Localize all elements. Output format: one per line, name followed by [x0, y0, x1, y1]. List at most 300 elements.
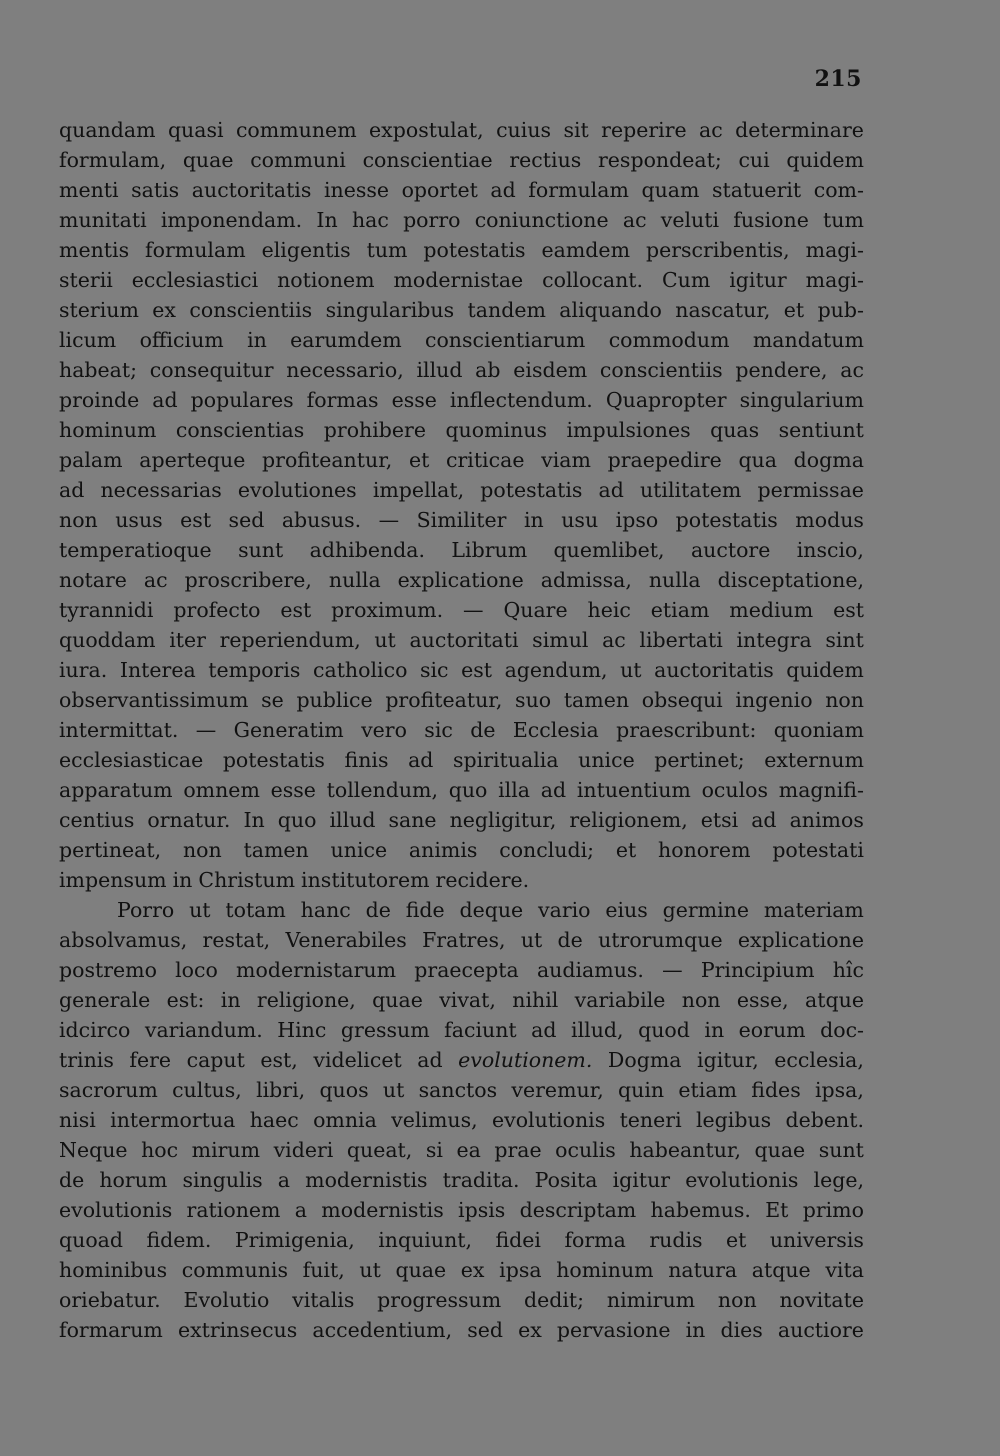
word: palam: [59, 448, 123, 472]
text-line: [59, 625, 864, 655]
word: inflectendum.: [449, 388, 593, 412]
word: pub-: [817, 298, 864, 322]
word: coniunctione: [474, 208, 609, 232]
word: cui: [738, 148, 770, 172]
word: accedentium,: [312, 1318, 453, 1342]
word: est: [180, 508, 212, 532]
word: illa: [498, 778, 531, 802]
word: eorum: [738, 1018, 806, 1042]
text-line: [59, 1015, 864, 1045]
text-line: [59, 145, 864, 175]
word: hîc: [832, 958, 864, 982]
text-line: [59, 445, 864, 475]
word: sunt: [238, 538, 284, 562]
word: deque: [459, 898, 524, 922]
word: sed: [228, 508, 265, 532]
word: sed: [467, 1318, 503, 1342]
word: tum: [366, 238, 408, 262]
word: auctoritatis: [191, 178, 312, 202]
text-line: [59, 1285, 864, 1315]
word: explicatione: [737, 928, 864, 952]
word: ut: [374, 628, 396, 652]
word: potestatis: [480, 478, 583, 502]
text-line: [59, 205, 864, 235]
word: singulis: [182, 1168, 263, 1192]
text-line: [59, 1195, 864, 1225]
word: Et: [765, 1198, 789, 1222]
word: dies: [720, 1318, 763, 1342]
text-line: [59, 235, 864, 265]
word: ac: [143, 568, 168, 592]
word: caput: [186, 1048, 245, 1072]
word: non: [182, 838, 222, 862]
word: fide: [405, 898, 445, 922]
word: spiritualia: [453, 748, 559, 772]
text-line: [59, 715, 864, 745]
word: sanctos: [418, 1078, 498, 1102]
word: igitur: [729, 268, 787, 292]
text-line: [59, 175, 864, 205]
word: de: [470, 718, 496, 742]
word: Posita: [534, 1168, 598, 1192]
word: temperatioque: [59, 538, 212, 562]
word: conscientias: [175, 418, 305, 442]
word: aliquando: [559, 298, 662, 322]
word: utrorumque: [598, 928, 723, 952]
word: inquiunt,: [378, 1228, 473, 1252]
word: auctoritati: [409, 628, 519, 652]
word: nulla: [328, 568, 381, 592]
word: a: [277, 1168, 291, 1192]
word: respondeat;: [598, 148, 722, 172]
word: est: [833, 598, 864, 622]
word: quae: [754, 1138, 806, 1162]
word: intermittat.: [59, 718, 179, 742]
word: evolutionis: [59, 1198, 173, 1222]
word: ad: [59, 478, 85, 502]
word: absolvamus,: [59, 928, 188, 952]
word: ac: [622, 208, 647, 232]
text-line: [59, 505, 864, 535]
word: est: [461, 658, 492, 682]
text-line: [59, 865, 864, 895]
word: quoniam: [773, 718, 864, 742]
word: impensum: [59, 868, 167, 892]
word: modernistarum: [236, 958, 397, 982]
word: evolutiones: [237, 478, 357, 502]
word: iura.: [59, 658, 108, 682]
word: esse: [391, 388, 437, 412]
word: externum: [764, 748, 864, 772]
word: vero: [361, 718, 407, 742]
word: dedit;: [523, 1288, 585, 1312]
text-line: [59, 325, 864, 355]
word: est,: [260, 1048, 298, 1072]
word: reperire: [601, 118, 687, 142]
word: nisi: [59, 1108, 96, 1132]
word: ecclesiastici: [131, 268, 259, 292]
word: sunt: [818, 1138, 864, 1162]
word: veluti: [660, 208, 720, 232]
word: restat,: [202, 928, 271, 952]
word: catholico: [312, 658, 408, 682]
text-line: [59, 895, 864, 925]
word: libertati: [639, 628, 723, 652]
word: doc-: [820, 1018, 864, 1042]
word: hominum: [59, 418, 157, 442]
word: munitati: [59, 208, 147, 232]
word: —: [662, 958, 683, 982]
word: rectius: [509, 148, 582, 172]
text-line: [59, 115, 864, 145]
word: auctore: [690, 538, 771, 562]
word: ipsa,: [814, 1078, 864, 1102]
word: religionem,: [569, 808, 688, 832]
word: quemlibet,: [553, 538, 665, 562]
word: ad: [417, 1048, 443, 1072]
word: usu: [561, 508, 599, 532]
word: ad: [598, 478, 624, 502]
word: gressum: [340, 1018, 430, 1042]
word: pertinet;: [654, 748, 745, 772]
word: est:: [166, 988, 205, 1012]
word: variabile: [574, 988, 666, 1012]
word: hanc: [300, 898, 351, 922]
word: impulsiones: [566, 418, 691, 442]
word: rationem: [186, 1198, 281, 1222]
word: etiam: [678, 1078, 737, 1102]
word: inscio,: [796, 538, 864, 562]
text-line: [59, 1315, 864, 1345]
word: Ecclesia: [512, 718, 599, 742]
word: velimus,: [391, 1108, 478, 1132]
word: ut: [620, 658, 642, 682]
word: negligitur,: [449, 808, 557, 832]
word: de: [365, 898, 391, 922]
word: videlicet: [313, 1048, 402, 1072]
word: permissae: [757, 478, 864, 502]
word: in: [685, 1318, 706, 1342]
text-line: [59, 595, 864, 625]
word: Neque: [59, 1138, 128, 1162]
word: fides: [751, 1078, 801, 1102]
word: de: [557, 928, 583, 952]
word: pervasione: [556, 1318, 671, 1342]
word: quam: [641, 178, 700, 202]
word: imponendam.: [160, 208, 303, 232]
word: etsi: [700, 808, 739, 832]
text-line: [59, 475, 864, 505]
text-line: [59, 835, 864, 865]
word: formarum: [59, 1318, 163, 1342]
word: formulam: [528, 178, 629, 202]
word: Venerabiles: [285, 928, 407, 952]
word: concludi;: [499, 838, 595, 862]
text-line: [59, 925, 864, 955]
text-line: [59, 985, 864, 1015]
word: proinde: [59, 388, 140, 412]
word: unice: [330, 838, 388, 862]
word: sint: [825, 628, 864, 652]
word: in: [523, 508, 544, 532]
word: in: [704, 1018, 725, 1042]
word: utilitatem: [639, 478, 742, 502]
word: de: [59, 1168, 85, 1192]
word: criticae: [445, 448, 525, 472]
word: officium: [139, 328, 224, 352]
word: queat,: [346, 1138, 413, 1162]
word: animis: [408, 838, 478, 862]
word: trinis: [59, 1048, 114, 1072]
word: conscientiae: [362, 148, 493, 172]
word: religione,: [256, 988, 356, 1012]
word: materiam: [763, 898, 864, 922]
word: earumdem: [290, 328, 402, 352]
word: forma: [564, 1228, 626, 1252]
word: evolutionem.: [458, 1048, 593, 1072]
word: ea: [456, 1138, 481, 1162]
paragraph: [59, 115, 864, 895]
word: apparatum: [59, 778, 173, 802]
word: oriebatur.: [59, 1288, 161, 1312]
word: —: [463, 598, 484, 622]
word: satis: [131, 178, 180, 202]
word: viam: [541, 448, 591, 472]
word: vitalis: [292, 1288, 355, 1312]
word: modus: [795, 508, 864, 532]
word: Evolutio: [183, 1288, 270, 1312]
word: ad: [751, 808, 777, 832]
word: fidem.: [146, 1228, 212, 1252]
word: Hinc: [277, 1018, 327, 1042]
word: quae: [372, 988, 423, 1012]
word: eius: [605, 898, 648, 922]
word: modernistae: [393, 268, 524, 292]
word: evolutionis: [492, 1108, 606, 1132]
word: explicatione: [397, 568, 524, 592]
word: temporis: [208, 658, 301, 682]
word: descriptam: [519, 1198, 637, 1222]
word: teneri: [619, 1108, 682, 1132]
word: conscientiarum: [424, 328, 586, 352]
word: tradita.: [442, 1168, 520, 1192]
word: tamen: [563, 688, 630, 712]
text-line: [59, 955, 864, 985]
word: oculos: [701, 778, 769, 802]
word: finis: [344, 748, 389, 772]
word: horum: [99, 1168, 168, 1192]
word: porro: [403, 208, 461, 232]
word: quo: [448, 778, 488, 802]
word: formulam,: [59, 148, 167, 172]
word: universis: [769, 1228, 864, 1252]
word: sane: [388, 808, 437, 832]
word: ex: [460, 1258, 485, 1282]
word: necessarias: [100, 478, 222, 502]
word: singularium: [739, 388, 864, 412]
word: haec: [249, 1108, 299, 1132]
word: quo: [277, 808, 317, 832]
word: in: [220, 988, 241, 1012]
word: auctiore: [777, 1318, 864, 1342]
word: tyrannidi: [59, 598, 154, 622]
word: quod: [638, 1018, 690, 1042]
word: potestatis: [222, 748, 325, 772]
word: hominibus: [59, 1258, 168, 1282]
word: veremur,: [511, 1078, 604, 1102]
text-line: [59, 295, 864, 325]
word: fidei: [495, 1228, 541, 1252]
word: impellat,: [372, 478, 465, 502]
word: prohibere: [323, 418, 426, 442]
word: tandem: [467, 298, 546, 322]
word: novitate: [779, 1288, 864, 1312]
word: et: [615, 838, 637, 862]
word: mentis: [59, 238, 130, 262]
word: disceptatione,: [717, 568, 864, 592]
word: eisdem: [513, 358, 588, 382]
word: ad: [540, 778, 567, 802]
word: nihil: [512, 988, 559, 1012]
word: Cum: [662, 268, 711, 292]
word: commodum: [608, 328, 730, 352]
word: integra: [736, 628, 812, 652]
word: fusione: [733, 208, 809, 232]
word: quos: [319, 1078, 369, 1102]
word: qua: [738, 448, 777, 472]
word: Dogma: [607, 1048, 682, 1072]
word: ab: [475, 358, 501, 382]
word: formas: [306, 388, 379, 412]
text-line: [59, 385, 864, 415]
word: ipsa: [499, 1258, 542, 1282]
word: habeantur,: [629, 1138, 741, 1162]
word: unice: [578, 748, 635, 772]
word: Interea: [119, 658, 196, 682]
word: communi: [250, 148, 346, 172]
word: intermortua: [110, 1108, 236, 1132]
word: hominum: [556, 1258, 654, 1282]
word: sacrorum: [59, 1078, 158, 1102]
text-line: [59, 265, 864, 295]
word: Christum: [198, 868, 296, 892]
word: Principium: [700, 958, 815, 982]
word: auctoritatis: [654, 658, 774, 682]
word: variandum.: [144, 1018, 263, 1042]
word: abusus.: [281, 508, 362, 532]
word: perscribentis,: [645, 238, 790, 262]
word: habemus.: [650, 1198, 751, 1222]
word: hoc: [141, 1138, 179, 1162]
word: heic: [587, 598, 631, 622]
word: ad: [490, 178, 516, 202]
word: intuentium: [576, 778, 691, 802]
word: eligentis: [261, 238, 351, 262]
word: esse: [270, 778, 316, 802]
word: fuit,: [302, 1258, 345, 1282]
word: profiteatur,: [385, 688, 503, 712]
word: communem: [235, 118, 357, 142]
word: quin: [618, 1078, 665, 1102]
word: conscientiis: [599, 358, 723, 382]
word: proscribere,: [184, 568, 312, 592]
word: ecclesiasticae: [59, 748, 204, 772]
word: dogma: [793, 448, 864, 472]
word: ornatur.: [147, 808, 231, 832]
word: ex: [518, 1318, 542, 1342]
word: medium: [729, 598, 814, 622]
word: cultus,: [172, 1078, 242, 1102]
word: sterium: [59, 298, 139, 322]
word: recidere.: [435, 868, 530, 892]
word: Similiter: [416, 508, 507, 532]
word: et: [783, 298, 805, 322]
word: centius: [59, 808, 135, 832]
text-line: [59, 655, 864, 685]
word: adhibenda.: [309, 538, 426, 562]
word: a: [294, 1198, 307, 1222]
text-line: [59, 1105, 864, 1135]
word: sit: [563, 118, 589, 142]
word: debent.: [785, 1108, 864, 1132]
word: institutorem: [301, 868, 430, 892]
word: idcirco: [59, 1018, 131, 1042]
word: non: [825, 688, 864, 712]
word: necessario,: [286, 358, 404, 382]
word: faciunt: [444, 1018, 517, 1042]
word: potestatis: [423, 238, 526, 262]
word: Quapropter: [605, 388, 727, 412]
word: et: [725, 1228, 747, 1252]
word: totam: [225, 898, 286, 922]
text-line: [59, 535, 864, 565]
word: sterii: [59, 268, 113, 292]
word: profiteantur,: [262, 448, 393, 472]
word: ipsis: [458, 1198, 506, 1222]
word: potestatis: [675, 508, 778, 532]
word: nascatur,: [675, 298, 771, 322]
word: magi-: [805, 238, 864, 262]
word: vivat,: [439, 988, 496, 1012]
word: habeat;: [59, 358, 138, 382]
word: ut: [520, 928, 543, 952]
word: menti: [59, 178, 119, 202]
word: quidem: [786, 658, 864, 682]
word: in: [172, 868, 193, 892]
word: Generatim: [233, 718, 344, 742]
word: ingenio: [735, 688, 813, 712]
word: etiam: [650, 598, 710, 622]
word: nimirum: [606, 1288, 696, 1312]
word: ecclesia,: [774, 1048, 864, 1072]
word: legibus: [695, 1108, 772, 1132]
word: collocant.: [542, 268, 644, 292]
word: extrinsecus: [177, 1318, 298, 1342]
word: pendere,: [735, 358, 828, 382]
word: determinare: [735, 118, 864, 142]
word: vario: [538, 898, 591, 922]
word: quae: [395, 1258, 447, 1282]
word: non: [59, 508, 98, 532]
word: se: [261, 688, 284, 712]
word: sentiunt: [778, 418, 864, 442]
word: hac: [351, 208, 389, 232]
word: singularibus: [325, 298, 455, 322]
word: et: [408, 448, 430, 472]
word: oculis: [555, 1138, 616, 1162]
word: mirum: [191, 1138, 261, 1162]
paragraph: [59, 895, 864, 1345]
